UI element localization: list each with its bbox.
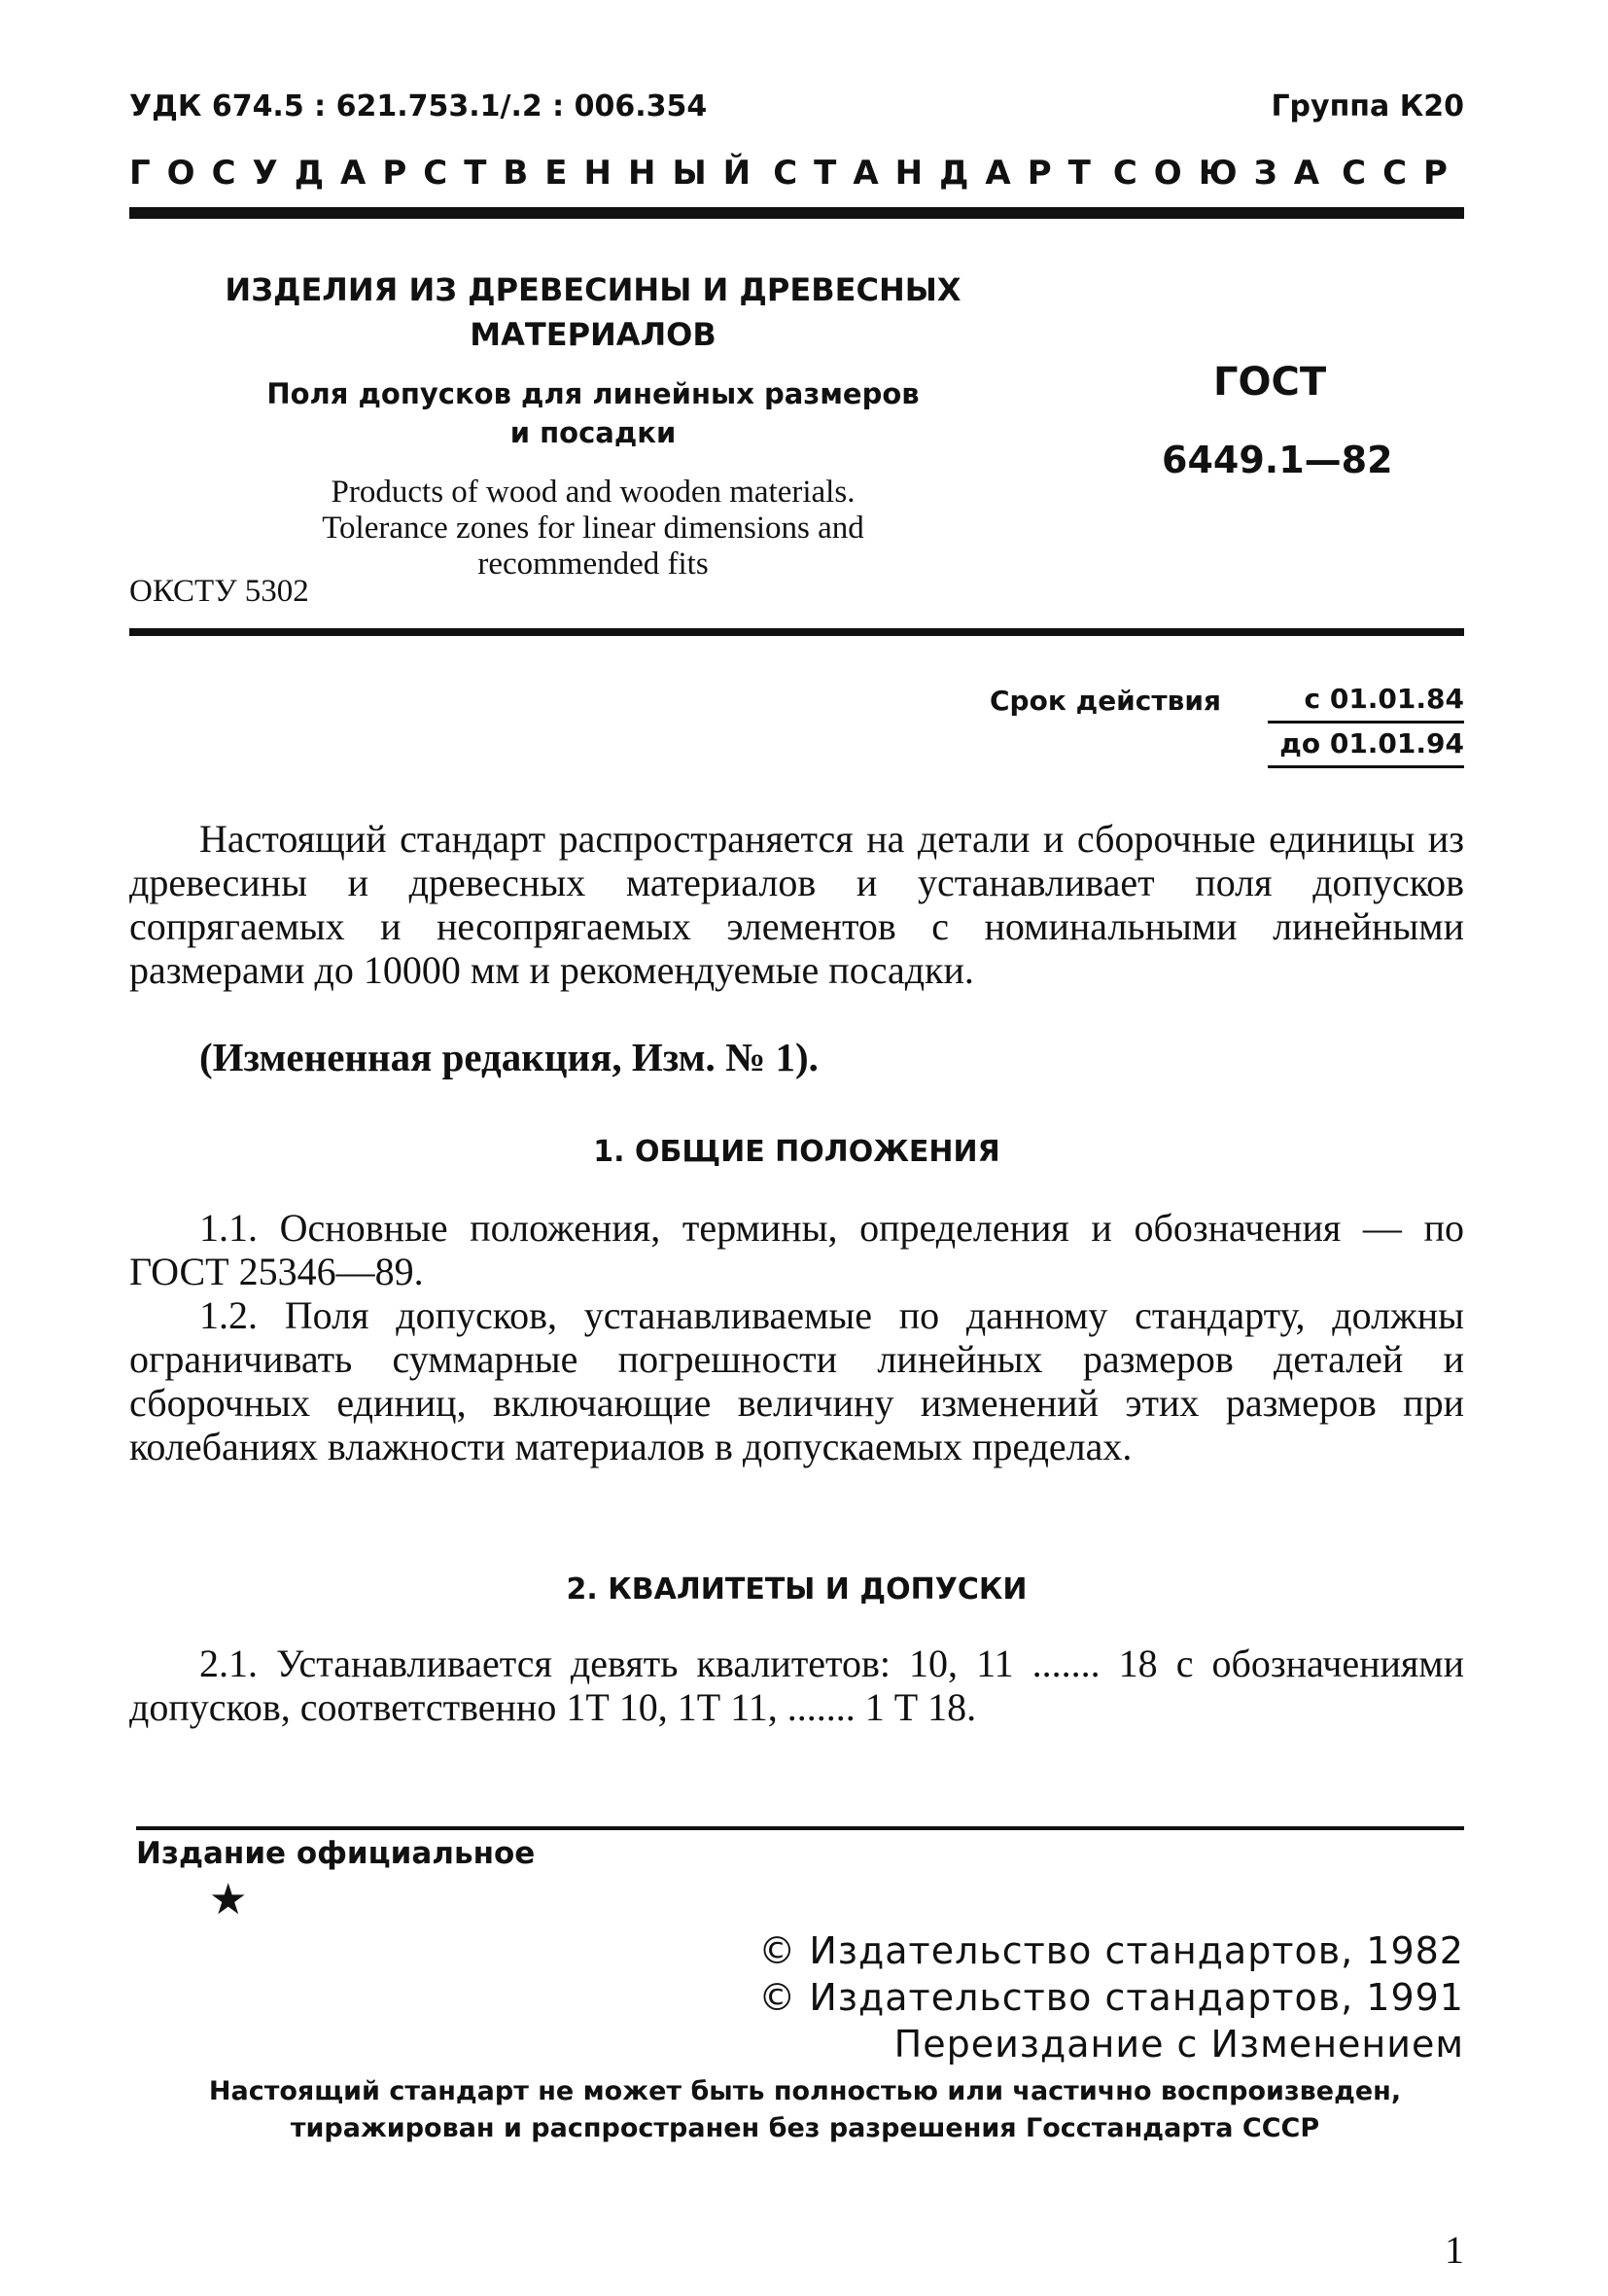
section-heading: 1. ОБЩИЕ ПОЛОЖЕНИЯ bbox=[593, 1135, 1000, 1169]
validity-label: Срок действия bbox=[990, 685, 1221, 717]
page-number: 1 bbox=[1445, 2228, 1464, 2272]
state-standard-banner bbox=[129, 154, 1464, 193]
state-standard-word: СОЮЗА bbox=[1112, 154, 1337, 193]
gost-number: 6449.1—82 bbox=[1162, 439, 1393, 481]
udk-code: УДК 674.5 : 621.753.1/.2 : 006.354 bbox=[129, 89, 708, 124]
document-subtitle bbox=[194, 374, 992, 452]
okstu-code: ОКСТУ 5302 bbox=[129, 574, 309, 609]
reissue-note: Переиздание с Изменением bbox=[893, 2023, 1464, 2066]
group-code: Группа К20 bbox=[1271, 89, 1464, 124]
title-rule bbox=[129, 628, 1464, 636]
edition-label: Издание официальное bbox=[136, 1836, 536, 1871]
amendment-note: (Измененная редакция, Изм. № 1). bbox=[199, 1035, 819, 1079]
copyright-line: © Издательство стандартов, 1982 bbox=[758, 1929, 1464, 1972]
english-title-line: Tolerance zones for linear dimensions and bbox=[322, 511, 864, 546]
subtitle-line: и посадки bbox=[509, 416, 677, 449]
paragraph-2-1: 2.1. Устанавливается девять квалитетов: 10, 11 ....... 18 с обозначениями допусков, соответственно 1Т 10, 1Т 11, ....... 1 Т 18. bbox=[129, 1642, 1464, 1729]
subtitle-line: Поля допусков для линейных размеров bbox=[266, 377, 920, 410]
header-rule bbox=[129, 207, 1464, 219]
english-title-line: Products of wood and wooden materials. bbox=[331, 475, 856, 510]
copyright-line: © Издательство стандартов, 1991 bbox=[758, 1976, 1464, 2019]
english-title-line: recommended fits bbox=[477, 547, 709, 582]
validity-dates bbox=[1268, 681, 1464, 768]
state-standard-word: ГОСУДАРСТВЕННЫЙ bbox=[129, 154, 768, 193]
paragraph-1-2: 1.2. Поля допусков, устанавливаемые по данному стандарту, должны ограничивать суммарные погрешности линейных размеров деталей и сборочных единиц, включающие величину изменений этих размеров при колебаниях влажности материалов в допускаемых пределах. bbox=[129, 1293, 1464, 1468]
notice-line: тиражирован и распространен без разрешения Госстандарта СССР bbox=[290, 2113, 1320, 2143]
state-standard-word: ССР bbox=[1342, 154, 1464, 193]
gost-label: ГОСТ bbox=[1213, 360, 1327, 405]
star-icon: ★ bbox=[209, 1876, 248, 1924]
reproduction-notice bbox=[129, 2073, 1481, 2147]
validity-from: с 01.01.84 bbox=[1268, 681, 1464, 724]
intro-paragraph: Настоящий стандарт распространяется на детали и сборочные единицы из древесины и древесных материалов и устанавливает поля допусков сопрягаемых и несопрягаемых элементов с номинальными линейными размерами до 10000 мм и рекомендуемые посадки. bbox=[129, 817, 1464, 992]
validity-to: до 01.01.94 bbox=[1268, 725, 1464, 768]
state-standard-word: СТАНДАРТ bbox=[773, 154, 1107, 193]
copyright-block bbox=[758, 1927, 1464, 2067]
footer-rule bbox=[136, 1826, 1464, 1830]
paragraph-1-1: 1.1. Основные положения, термины, определения и обозначения — по ГОСТ 25346—89. bbox=[129, 1206, 1464, 1293]
document-title bbox=[194, 267, 992, 357]
title-line: МАТЕРИАЛОВ bbox=[470, 316, 717, 353]
notice-line: Настоящий стандарт не может быть полностью или частично воспроизведен, bbox=[208, 2076, 1402, 2106]
title-line: ИЗДЕЛИЯ ИЗ ДРЕВЕСИНЫ И ДРЕВЕСНЫХ bbox=[225, 271, 961, 308]
english-title bbox=[194, 475, 992, 583]
section-heading: 2. КВАЛИТЕТЫ И ДОПУСКИ bbox=[566, 1572, 1028, 1607]
